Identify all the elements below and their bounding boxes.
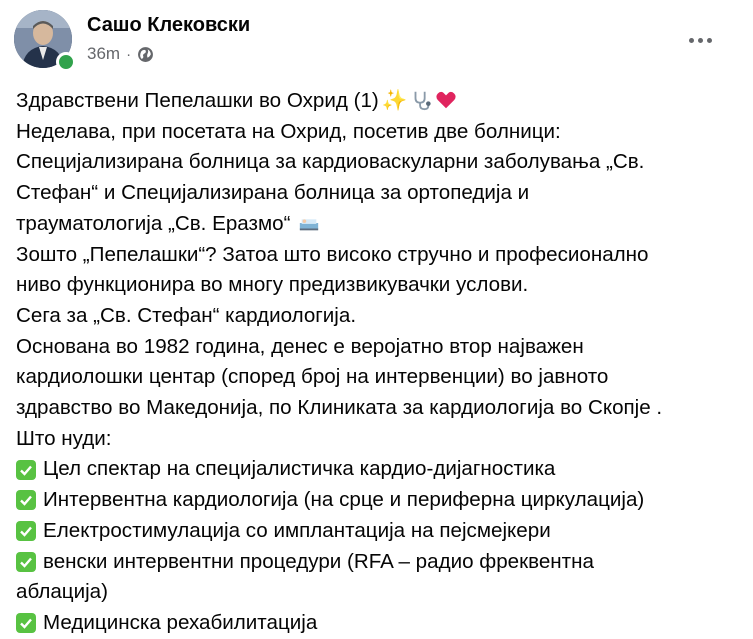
post-text-line: Што нуди: <box>16 426 112 450</box>
meta-separator: · <box>126 45 132 63</box>
post-line <box>16 393 741 424</box>
author-name[interactable]: Сашо Клековски <box>87 14 251 36</box>
check-mark-icon <box>16 521 36 541</box>
list-item-continuation <box>16 577 741 608</box>
post-timestamp[interactable]: 36m <box>87 44 121 63</box>
more-dot-icon <box>707 38 712 43</box>
post-text-line: ниво функционира во многу предизвикувачки услови. <box>16 273 529 297</box>
list-item-text: Интервентна кардиологија (на срце и периферна циркулација) <box>43 488 645 512</box>
check-mark-icon <box>16 552 36 572</box>
list-item <box>16 516 741 547</box>
check-mark-icon <box>16 490 36 510</box>
check-mark-icon <box>16 460 36 480</box>
post-text-line: трауматологија „Св. Еразмо“ <box>16 211 291 235</box>
post-line <box>16 147 741 178</box>
more-dot-icon <box>689 38 694 43</box>
list-item <box>16 608 741 639</box>
post-line <box>16 332 741 363</box>
post-line <box>16 424 741 455</box>
post-body <box>16 86 741 639</box>
globe-icon[interactable] <box>137 46 154 63</box>
post-text-line: Специјализирана болница за кардиоваскуларни заболувања „Св. <box>16 150 645 174</box>
stethoscope-icon <box>410 86 432 117</box>
post-line <box>16 209 741 240</box>
post-meta <box>87 44 154 64</box>
post-line <box>16 270 741 301</box>
post-line <box>16 86 741 117</box>
list-item <box>16 454 741 485</box>
post-text-line: Зошто „Пепелашки“? Затоа што високо стручно и професионално <box>16 242 649 266</box>
more-options-button[interactable] <box>680 22 720 58</box>
post-text-line: Неделава, при посетата на Охрид, посетив две болници: <box>16 119 561 143</box>
heart-icon <box>435 86 457 117</box>
list-item <box>16 485 741 516</box>
sparkles-icon: ✨ <box>381 89 408 112</box>
post-text-line: Стефан“ и Специјализирана болница за ортопедија и <box>16 181 530 205</box>
list-item <box>16 547 741 578</box>
post-line <box>16 117 741 148</box>
post-text-line: здравство во Македонија, по Клиниката за кардиологија во Скопје . <box>16 396 663 420</box>
post-line <box>16 178 741 209</box>
post-line <box>16 240 741 271</box>
post-line <box>16 301 741 332</box>
post-text-line: Сега за „Св. Стефан“ кардиологија. <box>16 303 357 327</box>
post-title-text: Здравствени Пепелашки во Охрид (1) <box>16 89 379 112</box>
more-dot-icon <box>698 38 703 43</box>
post-header <box>0 0 753 82</box>
check-mark-icon <box>16 613 36 633</box>
post-line <box>16 362 741 393</box>
list-item-text: Медицинска рехабилитација <box>43 610 318 634</box>
post-text-line: Основана во 1982 година, денес е веројатно втор најважен <box>16 334 584 358</box>
list-item-text: Цел спектар на специјалистичка кардио-дијагностика <box>43 457 556 481</box>
list-item-text: Електростимулација со имплантација на пејсмејкери <box>43 518 551 542</box>
post-text-line: кардиолошки центар (според број на интервенции) во јавното <box>16 365 609 389</box>
online-status-indicator <box>56 52 76 72</box>
hospital-icon <box>298 209 320 240</box>
list-item-text: венски интервентни процедури (RFA – радио фреквентна <box>43 549 594 573</box>
list-item-text: аблација) <box>16 580 108 604</box>
